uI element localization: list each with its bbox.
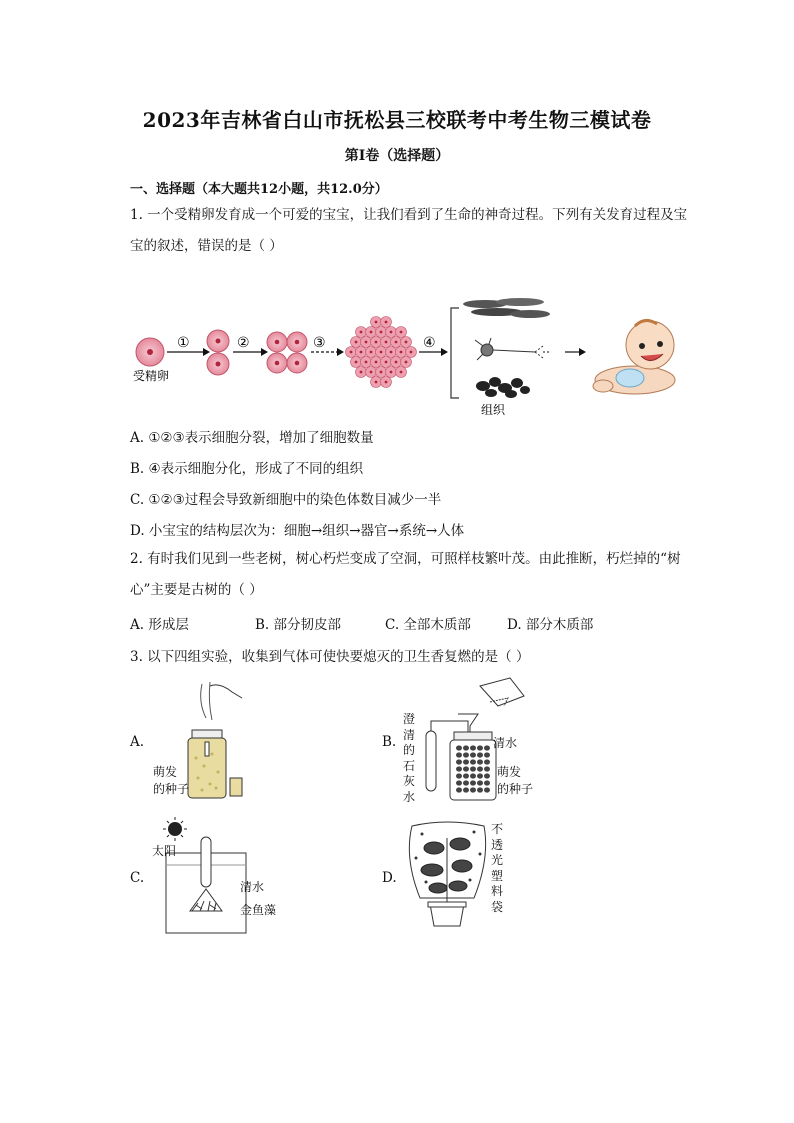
epithelial-tissue bbox=[463, 298, 550, 318]
baby-illustration bbox=[593, 320, 675, 394]
neuron-tissue bbox=[475, 338, 543, 360]
question-2-option-c[interactable]: C. 全部木质部 bbox=[385, 617, 471, 633]
experiment-d-bag-label bbox=[491, 822, 505, 915]
bag-label-char: 不 bbox=[491, 822, 504, 836]
experiment-b-label-1: 萌发 bbox=[497, 765, 522, 779]
question-1-option-c[interactable]: C. ①②③过程会导致新细胞中的染色体数目减少一半 bbox=[130, 492, 442, 508]
side-label-char: 清 bbox=[403, 727, 416, 742]
zygote-label: 受精卵 bbox=[133, 369, 170, 383]
step-1-label: ① bbox=[177, 335, 190, 351]
question-3-option-c[interactable]: C. bbox=[130, 870, 145, 886]
experiment-c-sun-label: 太阳 bbox=[152, 844, 177, 858]
step-4-label: ④ bbox=[423, 335, 436, 351]
question-2-stem: 2. 有时我们见到一些老树，树心朽烂变成了空洞，可照样枝繁叶茂。由此推断，朽烂掉的“树心”主要是古树的（ ） bbox=[130, 551, 681, 598]
question-3-option-b[interactable]: B. bbox=[382, 734, 397, 750]
experiment-b-water-label: 清水 bbox=[493, 736, 518, 750]
question-2-option-a[interactable]: A. 形成层 bbox=[130, 617, 189, 633]
step-2-label: ② bbox=[237, 335, 250, 351]
side-label-char: 灰 bbox=[403, 774, 416, 788]
side-label-char: 水 bbox=[403, 789, 416, 804]
question-2-option-d[interactable]: D. 部分木质部 bbox=[507, 617, 594, 633]
side-label-char: 澄 bbox=[403, 712, 416, 726]
cell-mass bbox=[346, 317, 417, 388]
tissue-bracket bbox=[451, 308, 459, 398]
experiment-b-label-2: 的种子 bbox=[497, 782, 534, 796]
question-3-option-d[interactable]: D. bbox=[382, 870, 397, 886]
question-2-option-b[interactable]: B. 部分韧皮部 bbox=[255, 617, 342, 633]
muscle-tissue bbox=[476, 377, 530, 398]
bag-label-char: 塑 bbox=[491, 868, 504, 883]
question-1-option-b[interactable]: B. ④表示细胞分化，形成了不同的组织 bbox=[130, 461, 364, 477]
side-label-char: 石 bbox=[403, 758, 416, 773]
question-1-stem: 1. 一个受精卵发育成一个可爱的宝宝，让我们看到了生命的神奇过程。下列有关发育过程及宝宝的叙述，错误的是（ ） bbox=[130, 207, 688, 254]
side-label-char: 的 bbox=[403, 743, 416, 757]
page-title: 2023年吉林省白山市抚松县三校联考中考生物三模试卷 bbox=[142, 108, 652, 132]
two-cell-stage bbox=[207, 330, 229, 375]
experiment-a-label-1: 萌发 bbox=[153, 765, 178, 779]
experiment-a-label-2: 的种子 bbox=[153, 782, 190, 796]
question-1-figure bbox=[125, 290, 685, 420]
step-3-label: ③ bbox=[313, 335, 326, 351]
bag-label-char: 袋 bbox=[491, 899, 504, 914]
page-subtitle: 第I卷（选择题） bbox=[344, 148, 450, 164]
section-heading: 一、选择题（本大题共12小题，共12.0分） bbox=[130, 182, 388, 197]
experiment-b-side-label bbox=[403, 712, 417, 805]
question-3-stem: 3. 以下四组实验，收集到气体可使快要熄灭的卫生香复燃的是（ ） bbox=[130, 649, 530, 665]
question-3-option-a[interactable]: A. bbox=[130, 734, 145, 750]
four-cell-stage bbox=[267, 332, 307, 373]
experiment-c-plant-label: 金鱼藻 bbox=[240, 903, 277, 917]
tissue-label: 组织 bbox=[481, 403, 506, 417]
sun-icon bbox=[163, 817, 187, 841]
question-1-option-a[interactable]: A. ①②③表示细胞分裂，增加了细胞数量 bbox=[130, 430, 374, 446]
question-1-option-d[interactable]: D. 小宝宝的结构层次为：细胞→组织→器官→系统→人体 bbox=[130, 523, 465, 539]
experiment-c-water-label: 清水 bbox=[240, 880, 265, 894]
zygote-cell bbox=[136, 338, 164, 366]
bag-label-char: 光 bbox=[491, 853, 504, 867]
experiment-d-figure bbox=[402, 818, 492, 933]
bag-label-char: 透 bbox=[491, 837, 504, 852]
bag-label-char: 料 bbox=[491, 884, 504, 898]
